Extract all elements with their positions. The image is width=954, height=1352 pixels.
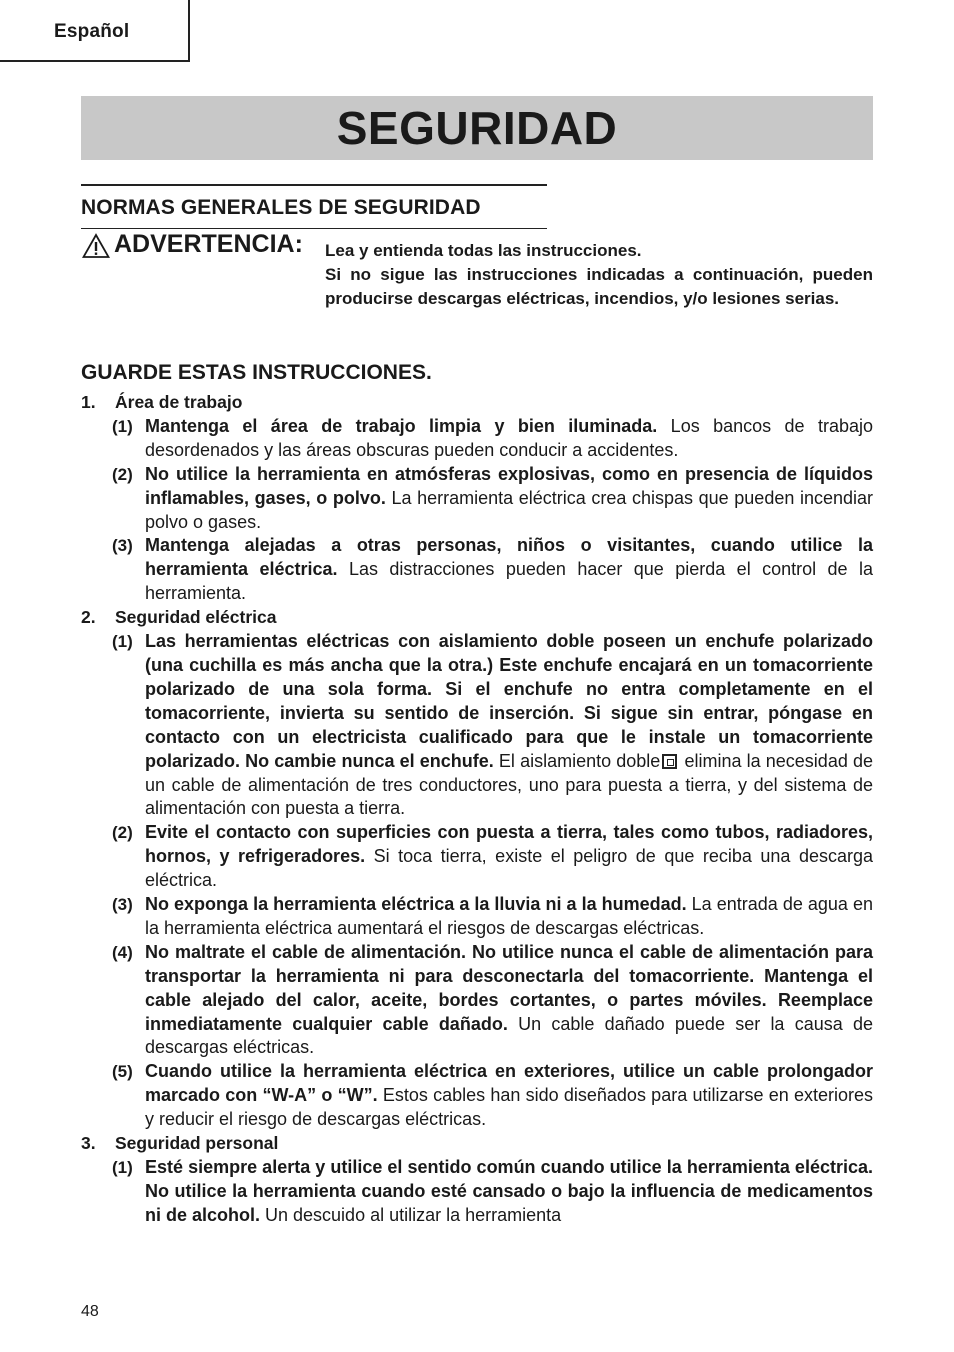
item-bold-text: Las herramientas eléctricas con aislamiento doble poseen un enchufe polarizado (una cuchilla es más ancha que la otra.) Este enchufe encajará en un tomacorriente polarizado de una sola forma. Si el enchufe no entra completamente en el tomacorriente, invierta su sentido de inserción. Si sigue sin entrar, póngase en contacto con un electricista cualificado para que le instale un tomacorriente polarizado. No cambie nunca el enchufe. <box>145 631 873 771</box>
list-item <box>81 893 873 941</box>
item-number: (2) <box>112 464 133 484</box>
save-instructions-heading: GUARDE ESTAS INSTRUCCIONES. <box>81 361 432 384</box>
section-number: 3. <box>81 1133 96 1154</box>
item-text: El aislamiento doble <box>493 750 661 771</box>
item-text: Un descuido al utilizar la herramienta <box>260 1204 562 1225</box>
item-number: (5) <box>112 1062 133 1082</box>
item-number: (3) <box>112 895 133 915</box>
section-title-text: Área de trabajo <box>115 392 243 412</box>
warning-label: ADVERTENCIA: <box>114 230 303 258</box>
item-text: La entrada de agua en la herramienta eléctrica aumentará el riesgos de descargas eléctricas. <box>145 894 873 938</box>
section-title <box>81 1132 873 1156</box>
language-tab <box>0 0 190 62</box>
warning-line-1: Lea y entienda todas las instrucciones. <box>325 241 642 260</box>
list-item <box>81 1060 873 1132</box>
item-number: (1) <box>112 416 133 436</box>
item-bold-text: Evite el contacto con superficies con puesta a tierra, tales como tubos, radiadores, hornos, y refrigeradores. <box>145 822 873 867</box>
section-title <box>81 391 873 415</box>
item-text: Un cable dañado puede ser la causa de descargas eléctricas. <box>145 1013 873 1058</box>
item-bold-text: No exponga la herramienta eléctrica a la lluvia ni a la humedad. <box>145 894 687 915</box>
item-bold-text: Mantenga el área de trabajo limpia y bien iluminada. <box>145 415 658 436</box>
item-bold-text: Mantenga alejadas a otras personas, niños o visitantes, cuando utilice la herramienta eléctrica. <box>145 535 873 580</box>
item-bold-text: No utilice la herramienta en atmósferas explosivas, como en presencia de líquidos inflamables, gases, o polvo. <box>145 463 873 508</box>
list-item <box>81 415 873 463</box>
item-bold-text: Cuando utilice la herramienta eléctrica en exteriores, utilice un cable prolongador marcado con “W-A” o “W”. <box>145 1061 873 1106</box>
language-label: Español <box>54 21 130 42</box>
item-text: La herramienta eléctrica crea chispas que pueden incendiar polvo o gases. <box>145 487 873 532</box>
item-text: Estos cables han sido diseñados para utilizarse en exteriores y reducir el riesgo de descargas eléctricas. <box>145 1085 873 1130</box>
warning-triangle-icon <box>82 233 110 259</box>
section-number: 2. <box>81 607 96 628</box>
warning-text <box>325 239 873 311</box>
item-text: Si toca tierra, existe el peligro de que reciba una descarga eléctrica. <box>145 846 873 891</box>
section-heading-general: NORMAS GENERALES DE SEGURIDAD <box>81 196 481 219</box>
list-item <box>81 463 873 535</box>
item-number: (3) <box>112 536 133 556</box>
list-item <box>81 534 873 606</box>
section-heading-underline <box>81 228 547 229</box>
item-text: Los bancos de trabajo desordenados y las áreas obscuras pueden conducir a accidentes. <box>145 415 873 460</box>
list-item <box>81 630 873 821</box>
page-number: 48 <box>81 1303 99 1320</box>
item-number: (4) <box>112 942 133 962</box>
list-item <box>81 821 873 893</box>
list-item <box>81 1156 873 1228</box>
section-top-rule <box>81 184 547 186</box>
list-item <box>81 941 873 1061</box>
item-text: Las distracciones pueden hacer que pierda el control de la herramienta. <box>145 559 873 604</box>
warning-line-2: Si no sigue las instrucciones indicadas a continuación, pueden producirse descargas eléctricas, incendios, y/o lesiones serias. <box>325 265 873 308</box>
item-number: (1) <box>112 1158 133 1177</box>
item-bold-text: Esté siempre alerta y utilice el sentido común cuando utilice la herramienta eléctrica. No utilice la herramienta cuando esté cansado o bajo la influencia de medicamentos ni de alcohol. <box>145 1157 873 1225</box>
section-title-text: Seguridad eléctrica <box>115 607 277 628</box>
section-title <box>81 606 873 630</box>
item-number: (2) <box>112 823 133 843</box>
item-bold-text: No maltrate el cable de alimentación. No utilice nunca el cable de alimentación para transportar la herramienta ni para desconectarla del tomacorriente. Mantenga el cable alejado del calor, aceite, bordes cortantes, o partes móviles. Reemplace inmediatamente cualquier cable dañado. <box>145 941 873 1034</box>
page-title-bar <box>81 96 873 160</box>
page-title: SEGURIDAD <box>336 102 618 154</box>
item-number: (1) <box>112 632 133 652</box>
section-title-text: Seguridad personal <box>115 1133 279 1154</box>
safety-rules-body <box>81 391 873 1228</box>
section-number: 1. <box>81 392 96 412</box>
double-insulation-icon <box>662 754 677 769</box>
item-text-after: elimina la necesidad de un cable de alimentación de tres conductores, uno para puesta a tierra, y del sistema de alimentación con puesta a tierra. <box>145 750 873 819</box>
